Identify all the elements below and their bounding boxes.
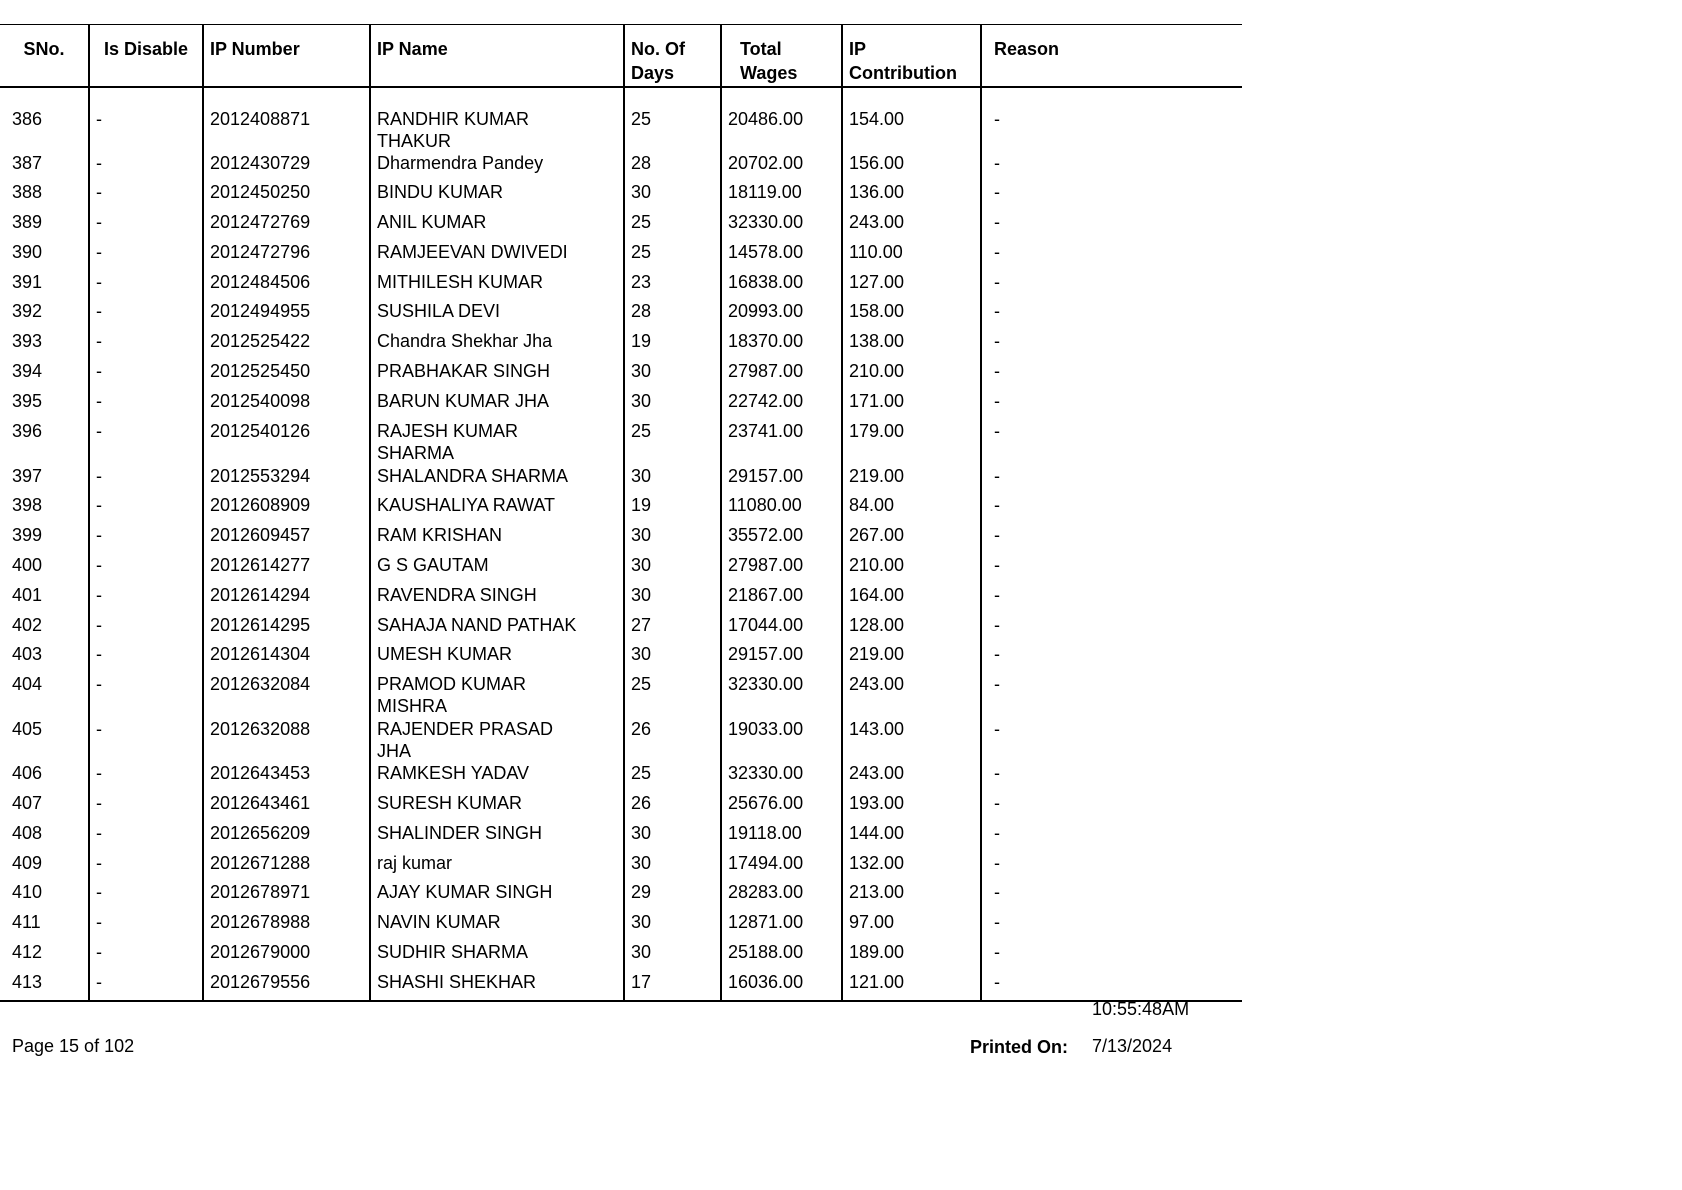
- cell-ip-number: 2012525422: [203, 330, 370, 360]
- cell-is-disable: -: [89, 852, 203, 882]
- table-row: [0, 420, 1242, 465]
- cell-ip-name: raj kumar: [370, 852, 624, 882]
- cell-ip-name: SHASHI SHEKHAR: [370, 971, 624, 1001]
- cell-no-of-days: 26: [624, 792, 721, 822]
- header-ip-name: IP Name: [370, 25, 624, 87]
- cell-sno: 389: [12, 212, 43, 233]
- cell-is-disable: -: [89, 971, 203, 1001]
- cell-ip-contribution: 267.00: [842, 524, 981, 554]
- cell-ip-number: 2012430729: [203, 152, 370, 182]
- cell-total-wages: 27987.00: [721, 360, 842, 390]
- cell-ip-number: 2012679556: [203, 971, 370, 1001]
- cell-ip-number: 2012614294: [203, 584, 370, 614]
- cell-sno: 402: [12, 614, 43, 635]
- cell-total-wages: 14578.00: [721, 241, 842, 271]
- cell-no-of-days: 30: [624, 852, 721, 882]
- cell-reason: -: [981, 300, 1242, 330]
- cell-no-of-days: 17: [624, 971, 721, 1001]
- cell-sno: 390: [12, 241, 43, 262]
- table-row: [0, 390, 1242, 420]
- table-body: [0, 87, 1242, 1001]
- cell-ip-contribution: 243.00: [842, 673, 981, 718]
- cell-no-of-days: 30: [624, 390, 721, 420]
- header-is-disable: Is Disable: [89, 25, 203, 87]
- table-row: [0, 971, 1242, 1001]
- cell-reason: -: [981, 181, 1242, 211]
- cell-ip-number: 2012632088: [203, 718, 370, 762]
- cell-is-disable: -: [89, 181, 203, 211]
- cell-total-wages: 32330.00: [721, 762, 842, 792]
- cell-no-of-days: 30: [624, 360, 721, 390]
- cell-ip-number: 2012643453: [203, 762, 370, 792]
- cell-ip-number: 2012472769: [203, 211, 370, 241]
- cell-sno: 409: [12, 852, 43, 873]
- cell-reason: -: [981, 390, 1242, 420]
- header-no-of-days: No. Of Days: [624, 25, 721, 87]
- table-row: [0, 762, 1242, 792]
- cell-reason: -: [981, 241, 1242, 271]
- cell-no-of-days: 30: [624, 822, 721, 852]
- cell-ip-name: BINDU KUMAR: [370, 181, 624, 211]
- cell-ip-number: 2012643461: [203, 792, 370, 822]
- cell-ip-number: 2012614304: [203, 643, 370, 673]
- header-ip-contribution: IP Contribution: [842, 25, 981, 87]
- cell-reason: -: [981, 941, 1242, 971]
- cell-no-of-days: 26: [624, 718, 721, 762]
- cell-total-wages: 17044.00: [721, 614, 842, 644]
- table-row: [0, 360, 1242, 390]
- printed-date: 7/13/2024: [1092, 1036, 1173, 1056]
- cell-is-disable: -: [89, 584, 203, 614]
- cell-no-of-days: 25: [624, 241, 721, 271]
- table-row: [0, 554, 1242, 584]
- cell-sno: 386: [12, 108, 43, 129]
- cell-total-wages: 23741.00: [721, 420, 842, 465]
- cell-reason: -: [981, 465, 1242, 495]
- cell-ip-contribution: 210.00: [842, 360, 981, 390]
- cell-ip-number: 2012608909: [203, 494, 370, 524]
- cell-is-disable: -: [89, 300, 203, 330]
- cell-total-wages: 21867.00: [721, 584, 842, 614]
- table-row: [0, 792, 1242, 822]
- cell-total-wages: 19033.00: [721, 718, 842, 762]
- cell-no-of-days: 30: [624, 941, 721, 971]
- cell-total-wages: 29157.00: [721, 465, 842, 495]
- cell-no-of-days: 30: [624, 554, 721, 584]
- cell-no-of-days: 23: [624, 271, 721, 301]
- cell-no-of-days: 30: [624, 584, 721, 614]
- cell-reason: -: [981, 494, 1242, 524]
- cell-total-wages: 16838.00: [721, 271, 842, 301]
- cell-ip-name: ANIL KUMAR: [370, 211, 624, 241]
- cell-no-of-days: 25: [624, 673, 721, 718]
- cell-ip-contribution: 132.00: [842, 852, 981, 882]
- cell-total-wages: 28283.00: [721, 881, 842, 911]
- cell-reason: -: [981, 971, 1242, 1001]
- cell-sno: 401: [12, 584, 43, 605]
- cell-reason: -: [981, 211, 1242, 241]
- cell-no-of-days: 19: [624, 494, 721, 524]
- cell-ip-number: 2012614277: [203, 554, 370, 584]
- table-row: [0, 271, 1242, 301]
- cell-reason: -: [981, 822, 1242, 852]
- cell-ip-name: SAHAJA NAND PATHAK: [370, 614, 624, 644]
- cell-ip-name: MITHILESH KUMAR: [370, 271, 624, 301]
- cell-total-wages: 32330.00: [721, 673, 842, 718]
- cell-ip-contribution: 210.00: [842, 554, 981, 584]
- cell-is-disable: -: [89, 87, 203, 152]
- cell-is-disable: -: [89, 271, 203, 301]
- cell-ip-name: BARUN KUMAR JHA: [370, 390, 624, 420]
- cell-no-of-days: 28: [624, 152, 721, 182]
- cell-reason: -: [981, 554, 1242, 584]
- cell-ip-name: RAJESH KUMAR SHARMA: [370, 420, 624, 465]
- cell-ip-name: PRABHAKAR SINGH: [370, 360, 624, 390]
- cell-sno: 388: [12, 182, 43, 203]
- cell-ip-contribution: 127.00: [842, 271, 981, 301]
- cell-sno: 396: [12, 420, 43, 441]
- cell-ip-number: 2012671288: [203, 852, 370, 882]
- cell-ip-contribution: 171.00: [842, 390, 981, 420]
- cell-ip-name: UMESH KUMAR: [370, 643, 624, 673]
- contribution-table: [0, 24, 1242, 1002]
- cell-ip-name: Dharmendra Pandey: [370, 152, 624, 182]
- table-row: [0, 643, 1242, 673]
- cell-ip-contribution: 138.00: [842, 330, 981, 360]
- page-number: Page 15 of 102: [12, 1036, 135, 1056]
- cell-reason: -: [981, 673, 1242, 718]
- cell-sno: 394: [12, 361, 43, 382]
- cell-total-wages: 20702.00: [721, 152, 842, 182]
- cell-is-disable: -: [89, 152, 203, 182]
- cell-reason: -: [981, 881, 1242, 911]
- cell-reason: -: [981, 852, 1242, 882]
- cell-ip-contribution: 144.00: [842, 822, 981, 852]
- cell-ip-name: RAVENDRA SINGH: [370, 584, 624, 614]
- cell-ip-name: NAVIN KUMAR: [370, 911, 624, 941]
- cell-reason: -: [981, 87, 1242, 152]
- cell-sno: 397: [12, 465, 43, 486]
- table-row: [0, 718, 1242, 762]
- cell-ip-contribution: 189.00: [842, 941, 981, 971]
- table-row: [0, 524, 1242, 554]
- header-reason: Reason: [981, 25, 1242, 87]
- cell-total-wages: 27987.00: [721, 554, 842, 584]
- cell-no-of-days: 30: [624, 181, 721, 211]
- cell-ip-name: RANDHIR KUMAR THAKUR: [370, 87, 624, 152]
- cell-is-disable: -: [89, 554, 203, 584]
- cell-total-wages: 18119.00: [721, 181, 842, 211]
- cell-is-disable: -: [89, 241, 203, 271]
- cell-ip-number: 2012540126: [203, 420, 370, 465]
- cell-is-disable: -: [89, 390, 203, 420]
- cell-reason: -: [981, 718, 1242, 762]
- cell-reason: -: [981, 792, 1242, 822]
- cell-reason: -: [981, 911, 1242, 941]
- cell-ip-number: 2012614295: [203, 614, 370, 644]
- cell-total-wages: 19118.00: [721, 822, 842, 852]
- cell-sno: 391: [12, 271, 43, 292]
- header-sno: SNo.: [0, 25, 89, 87]
- cell-reason: -: [981, 584, 1242, 614]
- header-ip-number: IP Number: [203, 25, 370, 87]
- cell-ip-name: SUDHIR SHARMA: [370, 941, 624, 971]
- cell-ip-name: RAMKESH YADAV: [370, 762, 624, 792]
- cell-sno: 408: [12, 822, 43, 843]
- cell-is-disable: -: [89, 643, 203, 673]
- cell-ip-number: 2012472796: [203, 241, 370, 271]
- table-row: [0, 941, 1242, 971]
- cell-reason: -: [981, 152, 1242, 182]
- cell-ip-number: 2012408871: [203, 87, 370, 152]
- cell-ip-number: 2012632084: [203, 673, 370, 718]
- table-row: [0, 881, 1242, 911]
- cell-total-wages: 32330.00: [721, 211, 842, 241]
- cell-ip-contribution: 156.00: [842, 152, 981, 182]
- cell-no-of-days: 28: [624, 300, 721, 330]
- cell-is-disable: -: [89, 360, 203, 390]
- cell-ip-number: 2012450250: [203, 181, 370, 211]
- table-row: [0, 584, 1242, 614]
- cell-ip-name: Chandra Shekhar Jha: [370, 330, 624, 360]
- cell-reason: -: [981, 524, 1242, 554]
- cell-ip-contribution: 164.00: [842, 584, 981, 614]
- cell-is-disable: -: [89, 941, 203, 971]
- cell-no-of-days: 29: [624, 881, 721, 911]
- table-row: [0, 614, 1242, 644]
- cell-ip-contribution: 243.00: [842, 211, 981, 241]
- table-row: [0, 241, 1242, 271]
- cell-total-wages: 25188.00: [721, 941, 842, 971]
- cell-no-of-days: 30: [624, 911, 721, 941]
- cell-ip-name: AJAY KUMAR SINGH: [370, 881, 624, 911]
- cell-total-wages: 29157.00: [721, 643, 842, 673]
- cell-no-of-days: 30: [624, 524, 721, 554]
- cell-ip-contribution: 128.00: [842, 614, 981, 644]
- cell-total-wages: 18370.00: [721, 330, 842, 360]
- cell-ip-contribution: 179.00: [842, 420, 981, 465]
- cell-ip-name: RAM KRISHAN: [370, 524, 624, 554]
- cell-is-disable: -: [89, 420, 203, 465]
- cell-ip-name: KAUSHALIYA RAWAT: [370, 494, 624, 524]
- cell-ip-name: SURESH KUMAR: [370, 792, 624, 822]
- cell-ip-contribution: 158.00: [842, 300, 981, 330]
- contribution-table-wrapper: [0, 24, 1242, 1002]
- cell-ip-number: 2012540098: [203, 390, 370, 420]
- cell-reason: -: [981, 614, 1242, 644]
- cell-ip-name: G S GAUTAM: [370, 554, 624, 584]
- table-row: [0, 152, 1242, 182]
- cell-is-disable: -: [89, 524, 203, 554]
- cell-is-disable: -: [89, 330, 203, 360]
- table-row: [0, 673, 1242, 718]
- cell-reason: -: [981, 420, 1242, 465]
- printed-time: 10:55:48AM: [1092, 999, 1190, 1019]
- cell-ip-name: RAMJEEVAN DWIVEDI: [370, 241, 624, 271]
- cell-is-disable: -: [89, 614, 203, 644]
- cell-is-disable: -: [89, 494, 203, 524]
- cell-total-wages: 20993.00: [721, 300, 842, 330]
- cell-no-of-days: 25: [624, 87, 721, 152]
- cell-ip-number: 2012609457: [203, 524, 370, 554]
- cell-sno: 405: [12, 719, 43, 740]
- cell-ip-contribution: 219.00: [842, 643, 981, 673]
- cell-no-of-days: 25: [624, 420, 721, 465]
- cell-ip-name: SUSHILA DEVI: [370, 300, 624, 330]
- cell-ip-contribution: 243.00: [842, 762, 981, 792]
- cell-ip-contribution: 154.00: [842, 87, 981, 152]
- cell-total-wages: 25676.00: [721, 792, 842, 822]
- cell-ip-contribution: 143.00: [842, 718, 981, 762]
- cell-ip-contribution: 84.00: [842, 494, 981, 524]
- cell-ip-number: 2012553294: [203, 465, 370, 495]
- cell-sno: 410: [12, 882, 43, 903]
- cell-no-of-days: 19: [624, 330, 721, 360]
- cell-sno: 412: [12, 942, 43, 963]
- cell-no-of-days: 25: [624, 211, 721, 241]
- cell-total-wages: 11080.00: [721, 494, 842, 524]
- cell-ip-name: RAJENDER PRASAD JHA: [370, 718, 624, 762]
- cell-reason: -: [981, 360, 1242, 390]
- cell-is-disable: -: [89, 911, 203, 941]
- cell-total-wages: 20486.00: [721, 87, 842, 152]
- cell-ip-contribution: 121.00: [842, 971, 981, 1001]
- cell-sno: 411: [12, 912, 41, 933]
- cell-reason: -: [981, 643, 1242, 673]
- cell-is-disable: -: [89, 673, 203, 718]
- cell-is-disable: -: [89, 881, 203, 911]
- cell-sno: 403: [12, 644, 43, 665]
- cell-sno: 413: [0, 971, 89, 1001]
- cell-no-of-days: 30: [624, 643, 721, 673]
- cell-is-disable: -: [89, 718, 203, 762]
- cell-no-of-days: 27: [624, 614, 721, 644]
- cell-ip-name: SHALANDRA SHARMA: [370, 465, 624, 495]
- cell-sno: 398: [12, 495, 43, 516]
- cell-ip-contribution: 136.00: [842, 181, 981, 211]
- cell-ip-number: 2012656209: [203, 822, 370, 852]
- cell-ip-contribution: 193.00: [842, 792, 981, 822]
- cell-ip-number: 2012678971: [203, 881, 370, 911]
- cell-ip-contribution: 97.00: [842, 911, 981, 941]
- cell-is-disable: -: [89, 211, 203, 241]
- cell-total-wages: 22742.00: [721, 390, 842, 420]
- table-header-row: [0, 25, 1242, 87]
- cell-sno: 400: [12, 555, 43, 576]
- cell-reason: -: [981, 762, 1242, 792]
- printed-on-label: Printed On:: [970, 1037, 1068, 1057]
- table-row: [0, 852, 1242, 882]
- cell-ip-number: 2012678988: [203, 911, 370, 941]
- table-row: [0, 330, 1242, 360]
- table-row: [0, 211, 1242, 241]
- cell-is-disable: -: [89, 822, 203, 852]
- cell-sno: 404: [12, 674, 43, 695]
- table-row: [0, 87, 1242, 152]
- cell-no-of-days: 30: [624, 465, 721, 495]
- table-row: [0, 822, 1242, 852]
- cell-is-disable: -: [89, 762, 203, 792]
- cell-ip-name: SHALINDER SINGH: [370, 822, 624, 852]
- cell-total-wages: 16036.00: [721, 971, 842, 1001]
- cell-ip-number: 2012679000: [203, 941, 370, 971]
- cell-ip-number: 2012484506: [203, 271, 370, 301]
- table-row: [0, 181, 1242, 211]
- cell-sno: 392: [12, 301, 43, 322]
- table-row: [0, 911, 1242, 941]
- header-total-wages: Total Wages: [721, 25, 842, 87]
- cell-sno: 407: [12, 793, 43, 814]
- cell-no-of-days: 25: [624, 762, 721, 792]
- table-row: [0, 494, 1242, 524]
- table-row: [0, 465, 1242, 495]
- cell-sno: 406: [12, 763, 43, 784]
- cell-total-wages: 12871.00: [721, 911, 842, 941]
- cell-reason: -: [981, 271, 1242, 301]
- cell-ip-contribution: 110.00: [842, 241, 981, 271]
- cell-ip-contribution: 219.00: [842, 465, 981, 495]
- cell-ip-number: 2012525450: [203, 360, 370, 390]
- cell-is-disable: -: [89, 792, 203, 822]
- cell-sno: 393: [12, 331, 43, 352]
- cell-ip-contribution: 213.00: [842, 881, 981, 911]
- cell-total-wages: 17494.00: [721, 852, 842, 882]
- cell-ip-number: 2012494955: [203, 300, 370, 330]
- cell-sno: 395: [12, 390, 43, 411]
- cell-ip-name: PRAMOD KUMAR MISHRA: [370, 673, 624, 718]
- cell-reason: -: [981, 330, 1242, 360]
- cell-sno: 399: [12, 525, 43, 546]
- table-row: [0, 300, 1242, 330]
- cell-is-disable: -: [89, 465, 203, 495]
- cell-total-wages: 35572.00: [721, 524, 842, 554]
- cell-sno: 387: [12, 152, 43, 173]
